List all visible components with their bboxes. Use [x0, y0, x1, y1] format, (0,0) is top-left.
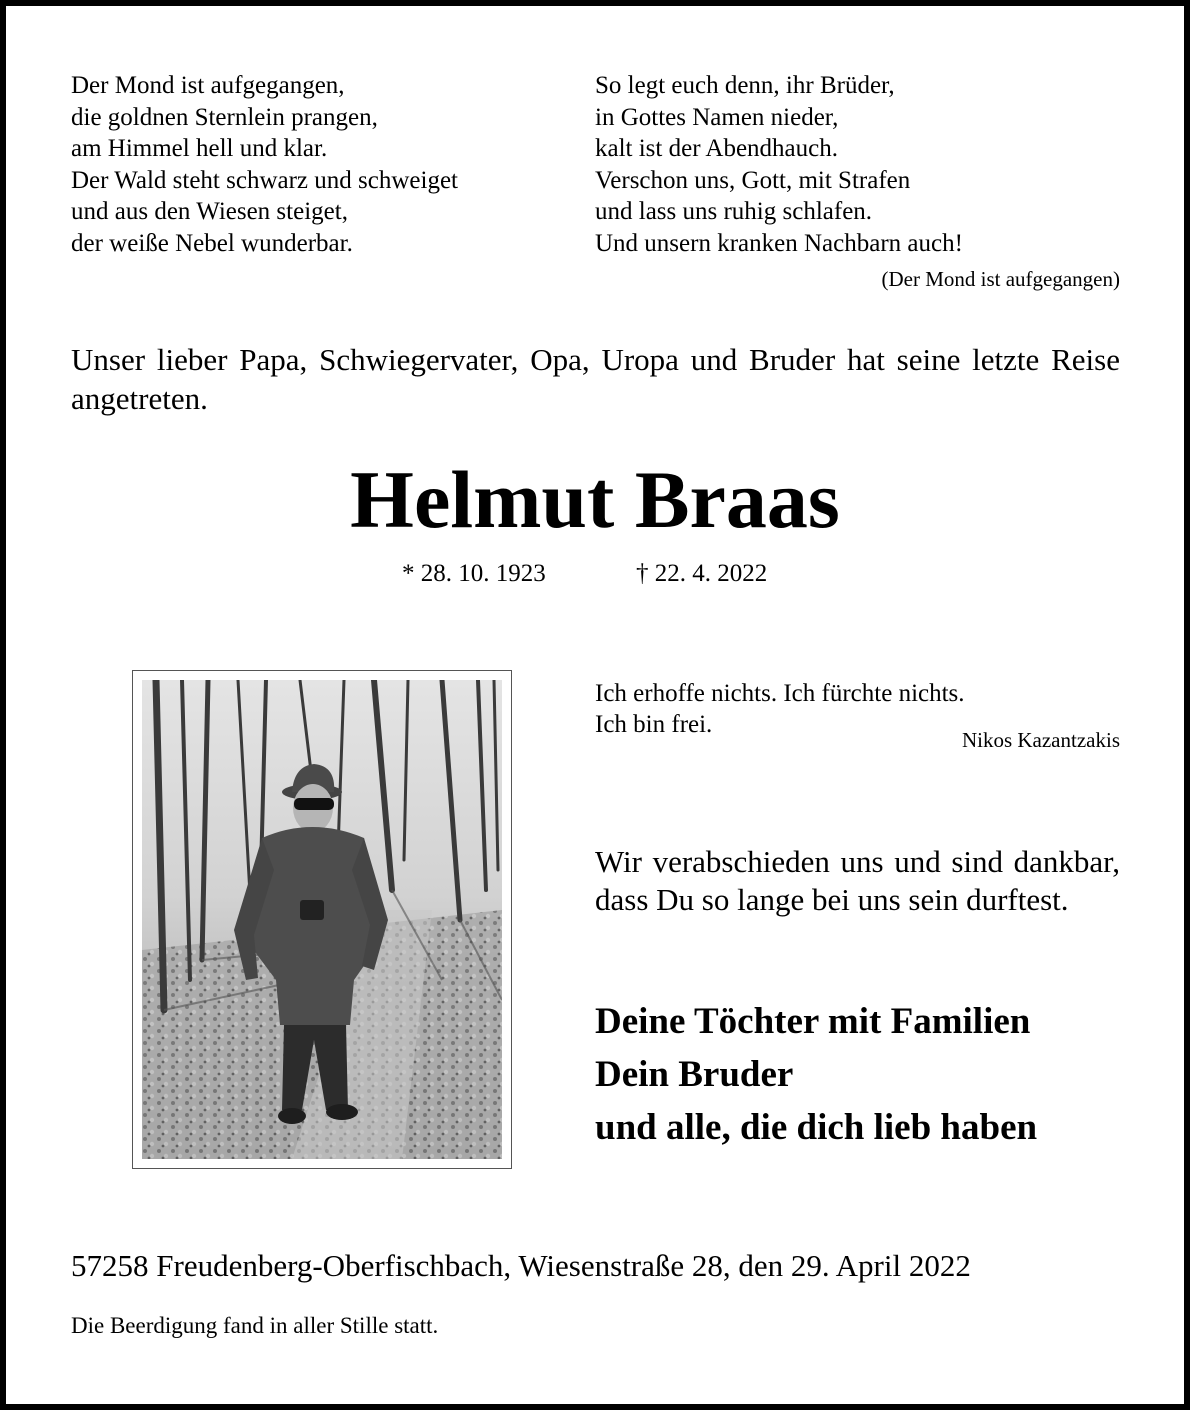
signer-line: und alle, die dich lieb haben: [595, 1107, 1038, 1148]
poem-line: Der Wald steht schwarz und schweiget: [71, 166, 458, 194]
address-line: 57258 Freudenberg-Oberfischbach, Wiesenstraße 28, den 29. April 2022: [71, 1248, 971, 1283]
birth-date: * 28. 10. 1923: [402, 560, 546, 587]
quote: [595, 678, 965, 740]
quote-line: Ich erhoffe nichts. Ich fürchte nichts.: [595, 680, 965, 707]
poem-line: am Himmel hell und klar.: [71, 135, 328, 162]
signers: [595, 995, 1037, 1154]
signer-line: Dein Bruder: [595, 1054, 794, 1095]
poem-line: in Gottes Namen nieder,: [595, 103, 839, 131]
signer-line: Deine Töchter mit Familien: [595, 1001, 1031, 1042]
poem-right-column: [595, 70, 963, 259]
poem-line: der weiße Nebel wunderbar.: [71, 229, 353, 257]
poem-line: Der Mond ist aufgegangen,: [71, 72, 345, 99]
farewell-text: Wir verabschieden uns und sind dankbar, dass Du so lange bei uns sein durftest.: [595, 844, 1120, 917]
portrait-photo-frame: [132, 670, 512, 1169]
poem-line: kalt ist der Abendhauch.: [595, 135, 838, 162]
funeral-note: Die Beerdigung fand in aller Stille statt.: [71, 1313, 439, 1338]
quote-author: Nikos Kazantzakis: [961, 728, 1120, 752]
poem-line: So legt euch denn, ihr Brüder,: [595, 72, 895, 99]
poem-line: Und unsern kranken Nachbarn auch!: [595, 229, 963, 257]
intro-text: Unser lieber Papa, Schwiegervater, Opa, Uropa und Bruder hat seine letzte Reise angetreten.: [71, 342, 1120, 416]
deceased-name: Helmut Braas: [350, 454, 840, 545]
death-date: † 22. 4. 2022: [636, 560, 768, 587]
poem-line: Verschon uns, Gott, mit Strafen: [595, 166, 911, 194]
portrait-photo: [142, 680, 502, 1159]
poem-line: und lass uns ruhig schlafen.: [595, 198, 873, 225]
poem-source: (Der Mond ist aufgegangen): [881, 267, 1120, 291]
poem-line: und aus den Wiesen steiget,: [71, 198, 348, 225]
poem-line: die goldnen Sternlein prangen,: [71, 103, 378, 131]
quote-line: Ich bin frei.: [595, 711, 713, 738]
poem-left-column: [71, 70, 458, 259]
